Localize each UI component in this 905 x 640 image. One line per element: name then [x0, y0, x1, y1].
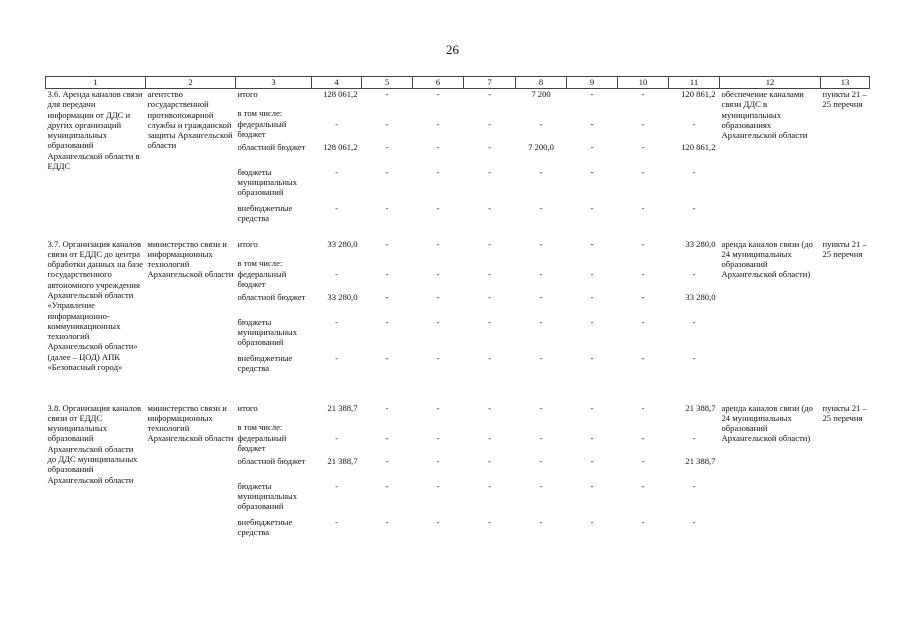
funding-value: -	[590, 89, 594, 99]
funding-source: областной бюджет	[237, 141, 306, 152]
funding-source: бюджеты муниципальных образований	[237, 480, 297, 512]
funding-value: -	[641, 89, 645, 99]
column-header: 3	[236, 77, 312, 89]
funding-value	[567, 258, 618, 269]
funding-value: -	[641, 455, 645, 466]
funding-value: -	[539, 316, 543, 327]
funding-value: -	[641, 316, 645, 327]
column-header: 9	[567, 77, 618, 89]
funding-value: -	[641, 291, 645, 302]
funding-value: -	[385, 291, 389, 302]
funding-value: 128 061,2	[323, 89, 358, 99]
funding-value: -	[641, 166, 645, 177]
funding-value: -	[436, 202, 440, 213]
funding-value: 7 200,0	[528, 141, 554, 152]
funding-value: -	[539, 352, 543, 363]
funding-value: -	[539, 402, 543, 413]
funding-value: -	[385, 141, 389, 152]
funding-value: -	[539, 516, 543, 527]
funding-value: -	[539, 238, 543, 249]
funding-value: -	[335, 480, 338, 491]
funding-value: -	[335, 432, 338, 443]
funding-value: -	[488, 166, 491, 177]
funding-source: в том числе:	[237, 257, 283, 268]
funding-value: -	[488, 455, 491, 466]
funding-source: в том числе:	[237, 107, 283, 118]
funding-value: -	[488, 352, 491, 363]
funding-value: -	[590, 352, 594, 363]
column-header: 12	[720, 77, 821, 89]
funding-value: -	[590, 316, 594, 327]
funding-value: -	[436, 402, 440, 413]
funding-value: -	[590, 516, 594, 527]
item-result: аренда каналов связи (до 24 муниципальных образований Архангельской области)	[721, 238, 813, 280]
funding-value	[362, 258, 413, 269]
funding-value: -	[385, 238, 389, 249]
funding-value: -	[590, 268, 594, 279]
table-row	[46, 239, 870, 258]
funding-value	[516, 422, 567, 433]
funding-value: -	[641, 118, 645, 129]
funding-value: -	[488, 516, 491, 527]
funding-value	[669, 258, 720, 269]
funding-value: -	[335, 268, 338, 279]
funding-value: -	[385, 432, 389, 443]
program-table	[45, 76, 870, 541]
funding-value: 21 388,7	[685, 402, 716, 413]
funding-value: -	[641, 402, 645, 413]
spacer-cell	[46, 377, 870, 403]
funding-value: -	[692, 268, 696, 279]
funding-value: -	[488, 89, 491, 99]
funding-value	[618, 108, 669, 119]
funding-value: -	[488, 316, 491, 327]
funding-value: -	[641, 202, 645, 213]
funding-value: -	[590, 402, 594, 413]
funding-value	[413, 422, 464, 433]
funding-value	[669, 422, 720, 433]
funding-value: -	[539, 118, 543, 129]
funding-value: -	[335, 202, 338, 213]
group-spacer	[46, 227, 870, 239]
funding-value	[312, 108, 362, 119]
funding-value: -	[385, 166, 389, 177]
funding-source: итого	[237, 402, 258, 413]
funding-value: 21 388,7	[327, 455, 358, 466]
funding-value: -	[539, 455, 543, 466]
group-spacer	[46, 377, 870, 403]
funding-value	[567, 422, 618, 433]
funding-value: -	[335, 352, 338, 363]
funding-source: бюджеты муниципальных образований	[237, 316, 297, 348]
funding-value: -	[436, 432, 440, 443]
funding-value: -	[539, 480, 543, 491]
funding-value: -	[385, 202, 389, 213]
funding-value: -	[692, 118, 696, 129]
funding-value: -	[590, 291, 594, 302]
column-header: 11	[669, 77, 720, 89]
funding-value: -	[436, 316, 440, 327]
funding-source: федеральный бюджет	[237, 118, 287, 139]
funding-value: -	[641, 432, 645, 443]
column-header: 8	[516, 77, 567, 89]
funding-source: бюджеты муниципальных образований	[237, 166, 297, 198]
funding-value: 7 200	[531, 89, 551, 99]
item-reference: пункты 21 – 25 перечня	[822, 89, 867, 110]
table-row	[46, 89, 870, 108]
funding-value: -	[335, 118, 338, 129]
item-responsible: агентство государственной противопожарной службы и гражданской защиты Архангельской области	[147, 89, 233, 151]
funding-value: -	[436, 166, 440, 177]
funding-value: 120 861,2	[681, 141, 716, 152]
funding-value: -	[488, 268, 491, 279]
funding-source: федеральный бюджет	[237, 268, 287, 289]
funding-value: -	[590, 141, 594, 152]
funding-value: -	[436, 291, 440, 302]
funding-value	[464, 108, 516, 119]
funding-value	[618, 258, 669, 269]
funding-value: 33 280,0	[327, 291, 358, 302]
item-reference: пункты 21 – 25 перечня	[822, 238, 867, 259]
funding-value	[362, 108, 413, 119]
item-description: 3.6. Аренда каналов связи для передачи информации от ДДС и других организаций муниципальных образований Архангельской области в ЕДДС	[47, 89, 143, 172]
funding-value: -	[488, 238, 491, 249]
funding-value: -	[436, 238, 440, 249]
funding-value: -	[692, 352, 696, 363]
funding-value: -	[385, 402, 389, 413]
item-result: обеспечение каналами связи ДДС в муниципальных образованиях Архангельской области	[721, 89, 808, 141]
funding-value: -	[488, 202, 491, 213]
header-row	[46, 77, 870, 89]
funding-value: -	[539, 202, 543, 213]
funding-source: в том числе:	[237, 421, 283, 432]
page-number: 26	[446, 42, 459, 57]
funding-value: -	[590, 455, 594, 466]
funding-source: итого	[237, 238, 258, 249]
funding-value: -	[436, 516, 440, 527]
column-header: 13	[821, 77, 870, 89]
funding-value	[312, 422, 362, 433]
funding-value: -	[385, 352, 389, 363]
funding-value: 21 388,7	[327, 402, 358, 413]
funding-value	[618, 422, 669, 433]
funding-value: -	[436, 118, 440, 129]
funding-value: 33 280,0	[685, 291, 716, 302]
funding-value: -	[335, 166, 338, 177]
funding-value: -	[385, 480, 389, 491]
funding-source: областной бюджет	[237, 291, 306, 302]
funding-value: -	[335, 516, 338, 527]
funding-value: -	[641, 480, 645, 491]
funding-value: -	[436, 455, 440, 466]
column-header: 6	[413, 77, 464, 89]
funding-value: -	[488, 480, 491, 491]
funding-value: -	[692, 316, 696, 327]
funding-value: 120 861,2	[681, 89, 716, 99]
funding-value: -	[641, 516, 645, 527]
funding-source: федеральный бюджет	[237, 432, 287, 453]
funding-value: -	[436, 352, 440, 363]
item-responsible: министерство связи и информационных технологий Архангельской области	[147, 238, 234, 280]
funding-value	[464, 422, 516, 433]
funding-source: итого	[237, 89, 258, 99]
funding-value: -	[641, 141, 645, 152]
funding-value	[413, 108, 464, 119]
funding-value: -	[692, 202, 696, 213]
funding-value: -	[539, 268, 543, 279]
funding-value: -	[539, 291, 543, 302]
funding-value: -	[488, 118, 491, 129]
funding-value: -	[590, 480, 594, 491]
funding-value: -	[488, 432, 491, 443]
funding-value: -	[385, 516, 389, 527]
column-header: 10	[618, 77, 669, 89]
funding-value: -	[539, 166, 543, 177]
funding-value: -	[641, 268, 645, 279]
funding-value	[669, 108, 720, 119]
funding-value: -	[488, 291, 491, 302]
funding-source: областной бюджет	[237, 455, 306, 466]
funding-value: -	[590, 432, 594, 443]
funding-value: -	[436, 141, 440, 152]
table-row	[46, 403, 870, 422]
funding-value: -	[692, 432, 696, 443]
column-header: 7	[464, 77, 516, 89]
funding-value: -	[692, 480, 696, 491]
funding-value: 33 280,0	[327, 238, 358, 249]
funding-value: -	[385, 455, 389, 466]
funding-value	[464, 258, 516, 269]
funding-value: 21 388,7	[685, 455, 716, 466]
funding-value: -	[692, 516, 696, 527]
funding-value: -	[539, 432, 543, 443]
column-header: 5	[362, 77, 413, 89]
funding-source: внебюджетные средства	[237, 352, 293, 373]
funding-source: внебюджетные средства	[237, 202, 293, 223]
funding-value	[413, 258, 464, 269]
spacer-cell	[46, 227, 870, 239]
funding-value	[516, 108, 567, 119]
funding-source: внебюджетные средства	[237, 516, 293, 537]
funding-value: -	[385, 89, 389, 99]
funding-value: -	[436, 268, 440, 279]
funding-value: -	[335, 316, 338, 327]
item-responsible: министерство связи и информационных технологий Архангельской области	[147, 402, 234, 444]
funding-value	[312, 258, 362, 269]
funding-value: -	[641, 238, 645, 249]
funding-value	[516, 258, 567, 269]
funding-value: 33 280,0	[685, 238, 716, 249]
funding-value	[567, 108, 618, 119]
funding-value: -	[488, 402, 491, 413]
funding-value: -	[488, 141, 491, 152]
funding-value: -	[436, 480, 440, 491]
item-result: аренда каналов связи (до 24 муниципальных образований Архангельской области)	[721, 402, 813, 444]
column-header: 2	[146, 77, 236, 89]
funding-value: -	[590, 166, 594, 177]
funding-value: -	[436, 89, 440, 99]
funding-value: -	[590, 238, 594, 249]
funding-value: 128 061,2	[323, 141, 358, 152]
funding-value: -	[385, 118, 389, 129]
funding-value: -	[590, 202, 594, 213]
funding-value: -	[385, 268, 389, 279]
funding-value: -	[641, 352, 645, 363]
item-description: 3.7. Организация каналов связи от ЕДДС до центра обработки данных на базе государственного автономного учреждения Архангельской области «Управление информационно-коммуникационных технологий Архангельской области» (далее – ЦОД) АПК «Безопасный город»	[47, 238, 144, 373]
item-reference: пункты 21 – 25 перечня	[822, 402, 867, 423]
column-header: 1	[46, 77, 146, 89]
funding-value: -	[590, 118, 594, 129]
item-description: 3.8. Организация каналов связи от ЕДДС муниципальных образований Архангельской области до ДДС муниципальных образований Архангельской области	[47, 402, 142, 485]
funding-value: -	[692, 166, 696, 177]
column-header: 4	[312, 77, 362, 89]
funding-value	[362, 422, 413, 433]
funding-value: -	[385, 316, 389, 327]
